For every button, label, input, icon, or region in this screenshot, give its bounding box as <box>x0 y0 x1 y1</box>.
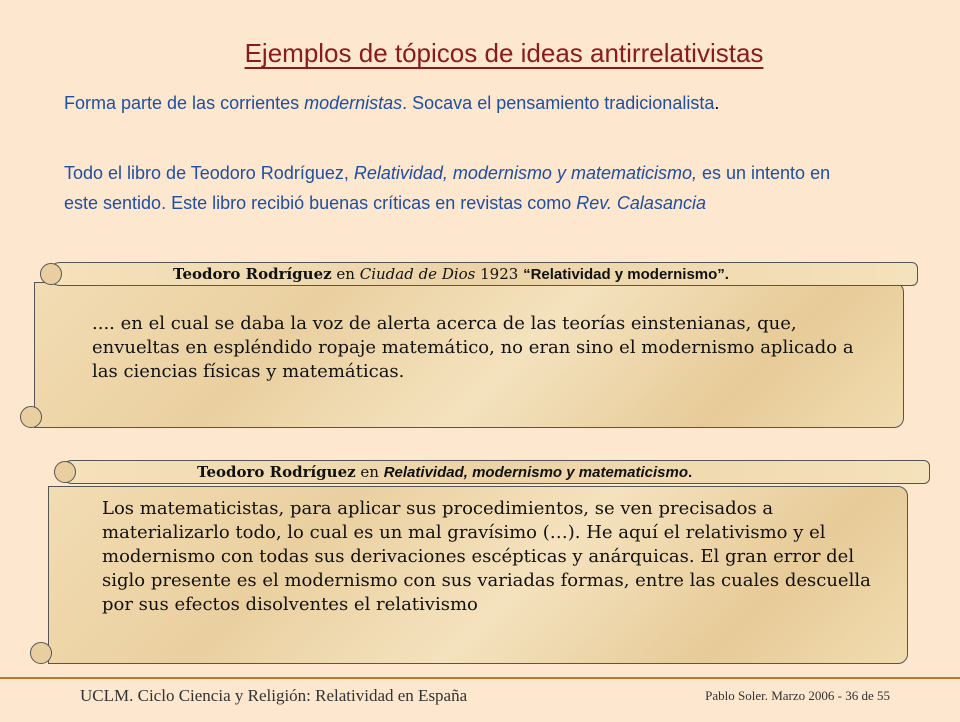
scroll-curl-icon <box>30 642 52 664</box>
quote2-source: Relatividad, modernismo y matematicismo <box>383 464 688 481</box>
para2-text-a: Todo el libro de Teodoro Rodríguez, <box>64 163 354 183</box>
quote1-text: .... en el cual se daba la voz de alerta acerca de las teorías einstenianas, que, envueltas en espléndido ropaje matemático, no eran sino el modernismo aplicado a las ciencias físicas y matemáticas. <box>92 313 854 382</box>
para2-text-c: es un intento en este sentido. Este libro recibió buenas críticas en revistas como <box>64 163 831 213</box>
quote1-year: 1923 <box>475 265 524 283</box>
para1-text-b: modernistas <box>304 93 403 113</box>
paragraph-modernistas <box>64 88 864 118</box>
para1-text-d: . <box>714 93 720 113</box>
quote2-author: Teodoro Rodríguez <box>197 463 356 481</box>
quote2-en: en <box>355 463 384 481</box>
quote2-text: Los matematicistas, para aplicar sus procedimientos, se ven precisados a materializarlo todo, lo cual es un mal gravísimo (…). He aquí el relativismo y el modernismo con todas sus derivaciones escépticas y anárquicas. El gran error del siglo presente es el modernismo con sus variadas formas, entre las cuales descuella por sus efectos disolventes el relativismo <box>102 498 871 615</box>
footer-course: UCLM. Ciclo Ciencia y Religión: Relatividad en España <box>80 686 468 705</box>
quote1-title: “Relatividad y modernismo”. <box>523 266 729 283</box>
quote1-heading <box>173 265 729 283</box>
quote2-heading <box>197 463 692 481</box>
quote1-author: Teodoro Rodríguez <box>173 265 332 283</box>
quote1-source: Ciudad de Dios <box>359 265 476 283</box>
quote-scroll-1-header <box>48 262 918 286</box>
para1-text-c: . Socava el pensamiento tradicionalista <box>402 93 715 113</box>
scroll-curl-icon <box>20 406 42 428</box>
para2-text-d: Rev. Calasancia <box>576 193 706 213</box>
slide-title: Ejemplos de tópicos de ideas antirrelativistas <box>244 38 764 68</box>
scroll-curl-icon <box>40 263 62 285</box>
quote1-en: en <box>331 265 360 283</box>
quote-scroll-2-header <box>60 460 930 484</box>
scroll-curl-icon <box>54 461 76 483</box>
quote2-end: . <box>687 464 693 481</box>
para2-text-b: Relatividad, modernismo y matematicismo, <box>353 163 697 183</box>
paragraph-libro <box>64 158 864 218</box>
footer-author-page: Pablo Soler. Marzo 2006 - 36 de 55 <box>705 688 890 703</box>
para1-text-a: Forma parte de las corrientes <box>64 93 305 113</box>
footer <box>0 677 960 722</box>
